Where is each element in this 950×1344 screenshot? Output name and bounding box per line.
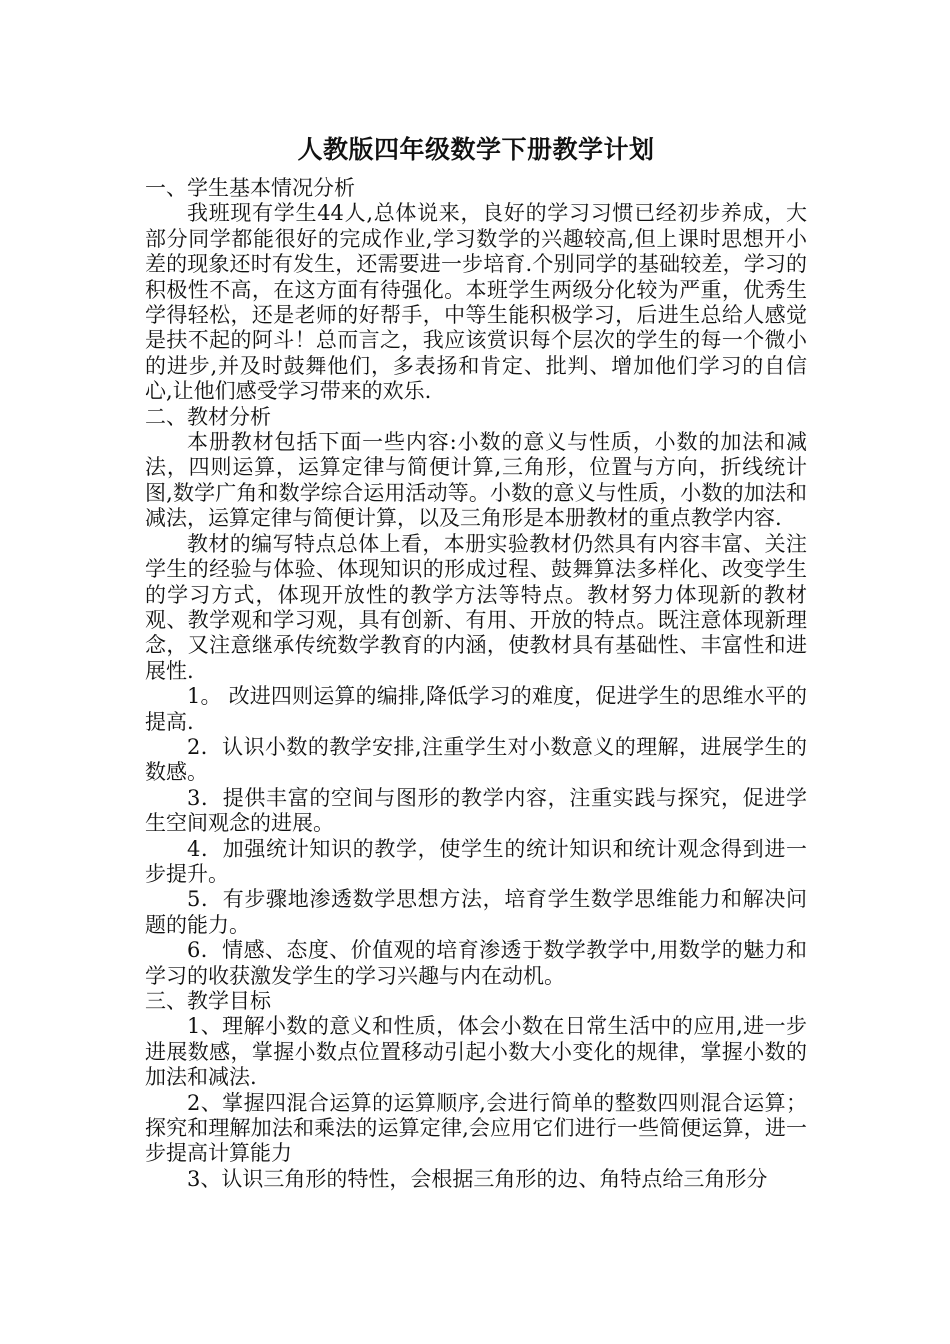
document-body [145, 128, 807, 1192]
list-item: 1、理解小数的意义和性质，体会小数在日常生活中的应用,进一步进展数感，掌握小数点位置移动引起小数大小变化的规律，掌握小数的加法和减法. [145, 1014, 807, 1090]
paragraph: 本册教材包括下面一些内容:小数的意义与性质，小数的加法和减法，四则运算，运算定律与简便计算,三角形，位置与方向，折线统计图,数学广角和数学综合运用活动等。小数的意义与性质，小数的加法和减法，运算定律与简便计算，以及三角形是本册教材的重点教学内容. [145, 430, 807, 531]
list-item: 6．情感、态度、价值观的培育渗透于数学教学中,用数学的魅力和学习的收获激发学生的学习兴趣与内在动机。 [145, 938, 807, 988]
list-item: 1。 改进四则运算的编排,降低学习的难度，促进学生的思维水平的提高. [145, 684, 807, 734]
paragraph: 我班现有学生44人,总体说来，良好的学习习惯已经初步养成，大部分同学都能很好的完成作业,学习数学的兴趣较高,但上课时思想开小差的现象还时有发生，还需要进一步培育.个别同学的基础较差，学习的积极性不高，在这方面有待强化。本班学生两级分化较为严重，优秀生学得轻松，还是老师的好帮手，中等生能积极学习，后进生总给人感觉是扶不起的阿斗！总而言之，我应该赏识每个层次的学生的每一个微小的进步,并及时鼓舞他们，多表扬和肯定、批判、增加他们学习的自信心,让他们感受学习带来的欢乐. [145, 201, 807, 404]
list-item: 2．认识小数的教学安排,注重学生对小数意义的理解，进展学生的数感。 [145, 734, 807, 785]
list-item: 2、掌握四混合运算的运算顺序,会进行简单的整数四则混合运算；探究和理解加法和乘法的运算定律,会应用它们进行一些简便运算，进一步提高计算能力 [145, 1090, 807, 1166]
list-item: 3．提供丰富的空间与图形的教学内容，注重实践与探究，促进学生空间观念的进展。 [145, 785, 807, 836]
paragraph: 教材的编写特点总体上看，本册实验教材仍然具有内容丰富、关注学生的经验与体验、体现知识的形成过程、鼓舞算法多样化、改变学生的学习方式，体现开放性的教学方法等特点。教材努力体现新的教材观、教学观和学习观，具有创新、有用、开放的特点。既注意体现新理念，又注意继承传统数学教育的内涵，使教材具有基础性、丰富性和进展性. [145, 531, 807, 683]
list-item: 3、认识三角形的特性，会根据三角形的边、角特点给三角形分 [187, 1166, 768, 1191]
section-textbook-analysis [145, 405, 807, 989]
list-item: 4．加强统计知识的教学，使学生的统计知识和统计观念得到进一步提升。 [145, 836, 807, 886]
section-heading: 二、教材分析 [145, 404, 271, 429]
list-item: 5．有步骤地渗透数学思想方法，培育学生数学思维能力和解决问题的能力。 [145, 887, 807, 937]
section-student-analysis [145, 176, 807, 405]
section-heading: 三、教学目标 [145, 989, 271, 1013]
document-title: 人教版四年级数学下册教学计划 [297, 135, 655, 164]
section-heading: 一、学生基本情况分析 [145, 176, 355, 200]
section-teaching-goals [145, 989, 807, 1192]
